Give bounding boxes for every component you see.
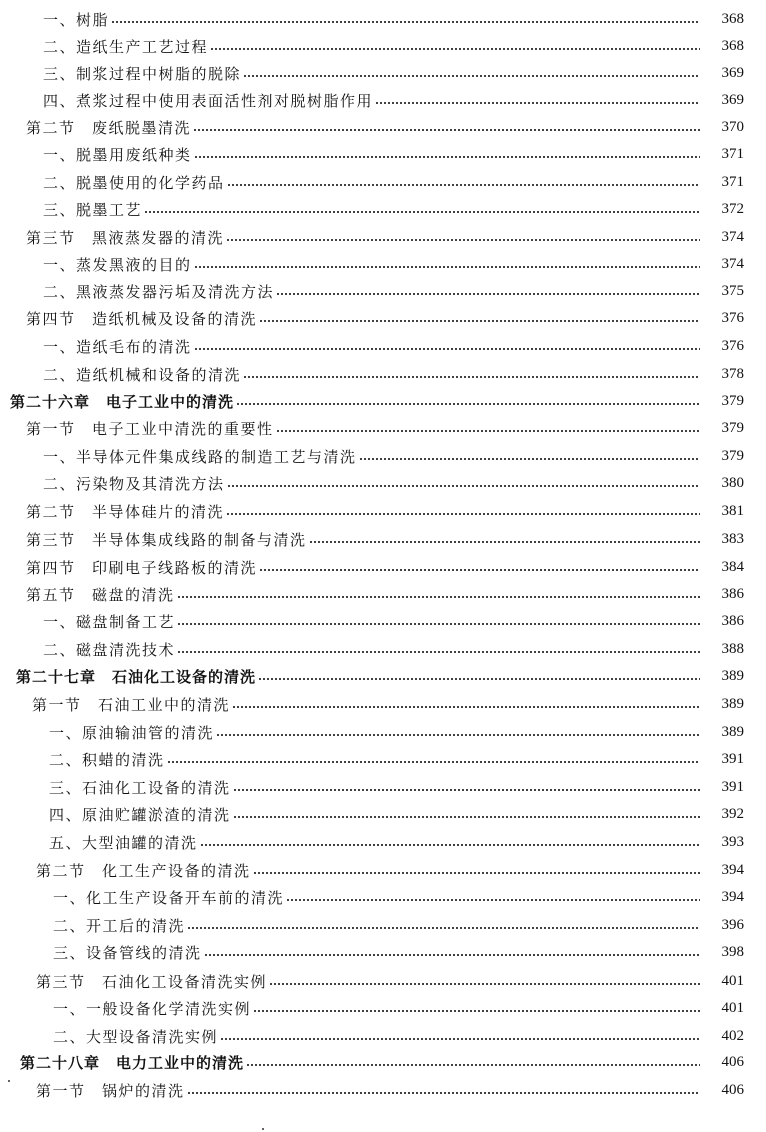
dot-leader	[144, 211, 700, 213]
toc-entry-page-number: 381	[721, 502, 744, 519]
dot-leader	[259, 320, 700, 322]
toc-entry-title: 一、磁盘制备工艺	[43, 612, 176, 631]
toc-entry-page-number: 384	[721, 558, 744, 575]
toc-entry-page-number: 369	[721, 91, 744, 108]
toc-entry-title: 三、制浆过程中树脂的脱除	[43, 64, 242, 83]
dot-leader	[177, 596, 700, 598]
toc-entry-title: 第三节 黑液蒸发器的清洗	[26, 228, 225, 247]
toc-entry-page-number: 372	[721, 200, 744, 217]
dot-leader	[226, 239, 700, 241]
toc-entry-item	[43, 279, 744, 303]
toc-entry-title: 第三节 半导体集成线路的制备与清洗	[26, 530, 307, 549]
toc-entry-title: 第二节 废纸脱墨清洗	[26, 118, 192, 137]
dot-leader	[246, 1064, 700, 1066]
toc-entry-page-number: 376	[721, 337, 744, 354]
toc-entry-item	[43, 252, 744, 276]
toc-entry-page-number: 379	[721, 447, 744, 464]
dot-leader	[259, 569, 700, 571]
toc-entry-item	[43, 142, 744, 166]
toc-entry-item	[53, 940, 744, 964]
toc-entry-title: 第四节 造纸机械及设备的清洗	[26, 309, 258, 328]
toc-entry-page-number: 406	[721, 1081, 744, 1098]
dot-leader	[193, 129, 700, 131]
toc-entry-section	[32, 692, 744, 716]
toc-entry-title: 第二十八章 电力工业中的清洗	[20, 1053, 245, 1072]
toc-entry-section	[26, 306, 744, 330]
toc-entry-title: 四、原油贮罐淤渣的清洗	[49, 805, 231, 824]
toc-entry-chapter	[16, 664, 744, 688]
toc-entry-item	[53, 885, 744, 909]
toc-entry-item	[53, 913, 744, 937]
toc-entry-page-number: 376	[721, 309, 744, 326]
toc-entry-section	[26, 115, 744, 139]
dot-leader	[167, 761, 700, 763]
scan-speck	[262, 1128, 264, 1130]
dot-leader	[243, 376, 700, 378]
dot-leader	[227, 485, 700, 487]
toc-entry-item	[43, 471, 744, 495]
toc-entry-page-number: 375	[721, 282, 744, 299]
toc-entry-page-number: 401	[721, 999, 744, 1016]
toc-entry-item	[53, 996, 744, 1020]
toc-entry-title: 第二节 半导体硅片的清洗	[26, 502, 225, 521]
dot-leader	[226, 513, 700, 515]
toc-entry-title: 二、造纸生产工艺过程	[43, 37, 209, 56]
toc-entry-title: 一、树脂	[43, 10, 110, 29]
dot-leader	[276, 293, 700, 295]
toc-entry-page-number: 368	[721, 10, 744, 27]
toc-entry-page-number: 401	[721, 972, 744, 989]
dot-leader	[177, 651, 700, 653]
toc-entry-section	[26, 499, 744, 523]
toc-entry-page-number: 389	[721, 667, 744, 684]
dot-leader	[200, 844, 700, 846]
toc-entry-title: 第二节 化工生产设备的清洗	[36, 861, 251, 880]
dot-leader	[258, 678, 700, 680]
dot-leader	[236, 403, 700, 405]
toc-entry-title: 一、化工生产设备开车前的清洗	[53, 888, 285, 907]
toc-entry-page-number: 394	[721, 888, 744, 905]
dot-leader	[253, 1010, 700, 1012]
toc-entry-title: 二、污染物及其清洗方法	[43, 474, 225, 493]
toc-entry-page-number: 392	[721, 805, 744, 822]
toc-entry-title: 二、磁盘清洗技术	[43, 640, 176, 659]
toc-entry-title: 三、脱墨工艺	[43, 200, 143, 219]
toc-entry-title: 第二十六章 电子工业中的清洗	[10, 392, 235, 411]
toc-entry-page-number: 380	[721, 474, 744, 491]
toc-entry-item	[53, 1024, 744, 1048]
toc-entry-title: 一、半导体元件集成线路的制造工艺与清洗	[43, 447, 357, 466]
toc-entry-item	[43, 7, 744, 31]
toc-entry-title: 第四节 印刷电子线路板的清洗	[26, 558, 258, 577]
dot-leader	[194, 266, 700, 268]
toc-entry-page-number: 391	[721, 750, 744, 767]
toc-entry-title: 一、原油输油管的清洗	[49, 723, 215, 742]
dot-leader	[375, 102, 700, 104]
dot-leader	[177, 623, 700, 625]
dot-leader	[187, 927, 700, 929]
toc-entry-page-number: 393	[721, 833, 744, 850]
toc-entry-title: 二、积蜡的清洗	[49, 750, 165, 769]
toc-entry-title: 二、黑液蒸发器污垢及清洗方法	[43, 282, 275, 301]
dot-leader	[359, 458, 700, 460]
toc-entry-title: 一、造纸毛布的清洗	[43, 337, 192, 356]
toc-entry-page-number: 389	[721, 695, 744, 712]
toc-entry-page-number: 406	[721, 1053, 744, 1070]
toc-entry-chapter	[10, 389, 744, 413]
dot-leader	[210, 48, 700, 50]
dot-leader	[269, 983, 700, 985]
dot-leader	[194, 348, 700, 350]
toc-entry-item	[43, 362, 744, 386]
toc-entry-item	[43, 197, 744, 221]
dot-leader	[227, 184, 700, 186]
toc-entry-page-number: 368	[721, 37, 744, 54]
dot-leader	[253, 872, 700, 874]
toc-entry-page-number: 396	[721, 916, 744, 933]
toc-entry-title: 第二十七章 石油化工设备的清洗	[16, 667, 257, 686]
dot-leader	[286, 899, 700, 901]
dot-leader	[309, 541, 700, 543]
toc-entry-section	[36, 1078, 744, 1102]
toc-entry-item	[43, 609, 744, 633]
toc-entry-item	[43, 61, 744, 85]
dot-leader	[204, 954, 700, 956]
toc-entry-item	[43, 88, 744, 112]
toc-entry-title: 四、煮浆过程中使用表面活性剂对脱树脂作用	[43, 91, 374, 110]
toc-entry-title: 三、石油化工设备的清洗	[49, 778, 231, 797]
toc-entry-section	[26, 225, 744, 249]
toc-entry-item	[43, 637, 744, 661]
toc-entry-page-number: 370	[721, 118, 744, 135]
toc-entry-item	[49, 720, 744, 744]
toc-entry-section	[26, 555, 744, 579]
toc-entry-item	[43, 34, 744, 58]
toc-entry-page-number: 389	[721, 723, 744, 740]
toc-entry-page-number: 371	[721, 173, 744, 190]
toc-entry-page-number: 383	[721, 530, 744, 547]
toc-entry-title: 二、大型设备清洗实例	[53, 1027, 219, 1046]
toc-entry-title: 一、脱墨用废纸种类	[43, 145, 192, 164]
dot-leader	[187, 1092, 700, 1094]
toc-entry-title: 二、造纸机械和设备的清洗	[43, 365, 242, 384]
toc-entry-page-number: 369	[721, 64, 744, 81]
toc-entry-title: 第五节 磁盘的清洗	[26, 585, 175, 604]
toc-entry-page-number: 379	[721, 392, 744, 409]
dot-leader	[216, 734, 700, 736]
toc-entry-title: 一、一般设备化学清洗实例	[53, 999, 252, 1018]
toc-entry-title: 二、脱墨使用的化学药品	[43, 173, 225, 192]
toc-entry-item	[49, 747, 744, 771]
dot-leader	[276, 430, 700, 432]
toc-entry-title: 第一节 石油工业中的清洗	[32, 695, 231, 714]
toc-entry-page-number: 379	[721, 419, 744, 436]
toc-entry-section	[26, 416, 744, 440]
toc-entry-item	[49, 775, 744, 799]
toc-entry-item	[43, 444, 744, 468]
toc-entry-title: 五、大型油罐的清洗	[49, 833, 198, 852]
toc-entry-item	[49, 802, 744, 826]
toc-entry-title: 第三节 石油化工设备清洗实例	[36, 972, 268, 991]
toc-entry-title: 一、蒸发黑液的目的	[43, 255, 192, 274]
dot-leader	[232, 706, 700, 708]
toc-entry-page-number: 402	[721, 1027, 744, 1044]
toc-entry-section	[36, 858, 744, 882]
toc-entry-item	[43, 170, 744, 194]
toc-entry-section	[26, 527, 744, 551]
toc-entry-page-number: 386	[721, 612, 744, 629]
toc-entry-title: 二、开工后的清洗	[53, 916, 186, 935]
dot-leader	[111, 21, 700, 23]
toc-entry-page-number: 374	[721, 228, 744, 245]
toc-entry-page-number: 391	[721, 778, 744, 795]
toc-entry-page-number: 374	[721, 255, 744, 272]
toc-entry-item	[43, 334, 744, 358]
toc-entry-section	[36, 969, 744, 993]
toc-entry-page-number: 398	[721, 943, 744, 960]
toc-entry-item	[49, 830, 744, 854]
dot-leader	[243, 75, 700, 77]
toc-entry-section	[26, 582, 744, 606]
toc-entry-page-number: 386	[721, 585, 744, 602]
dot-leader	[233, 789, 700, 791]
toc-entry-title: 第一节 电子工业中清洗的重要性	[26, 419, 274, 438]
dot-leader	[220, 1038, 700, 1040]
toc-entry-page-number: 394	[721, 861, 744, 878]
toc-entry-title: 三、设备管线的清洗	[53, 943, 202, 962]
toc-entry-chapter	[20, 1050, 744, 1074]
toc-entry-page-number: 378	[721, 365, 744, 382]
toc-entry-title: 第一节 锅炉的清洗	[36, 1081, 185, 1100]
toc-entry-page-number: 371	[721, 145, 744, 162]
toc-entry-page-number: 388	[721, 640, 744, 657]
dot-leader	[233, 816, 700, 818]
scan-speck	[8, 1080, 10, 1082]
dot-leader	[194, 156, 700, 158]
